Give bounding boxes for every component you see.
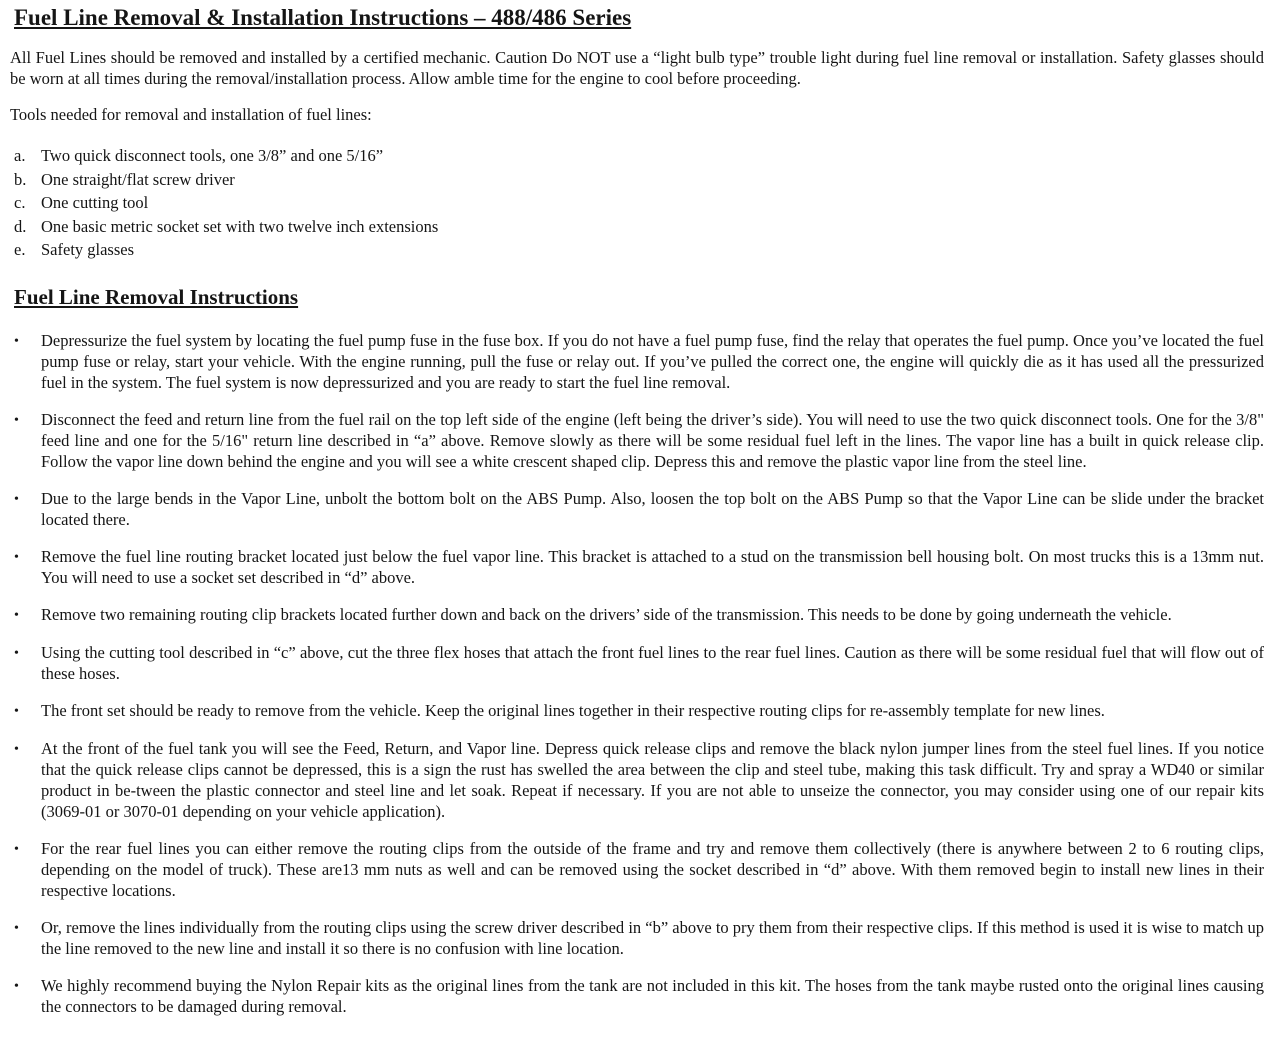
- step-text: Remove the fuel line routing bracket located just below the fuel vapor line. This bracket is attached to a stud on the transmission bell housing bolt. On most trucks this is a 13mm nut. You will need to use a socket set described in “d” above.: [41, 547, 1264, 587]
- step-text: Disconnect the feed and return line from the fuel rail on the top left side of the engine (left being the driver’s side). You will need to use the two quick disconnect tools. One for the 3/8" feed line and one for the 5/16" return line described in “a” above. Remove slowly as there will be some residual fuel left in the lines. The vapor line has a built in quick release clip. Follow the vapor line down behind the engine and you will see a white crescent shaped clip. Depress this and remove the plastic vapor line from the steel line.: [41, 410, 1264, 471]
- step-item: [14, 330, 1264, 393]
- tools-list: [10, 145, 1264, 260]
- step-item: [14, 642, 1264, 684]
- tool-item-label: Two quick disconnect tools, one 3/8” and one 5/16”: [41, 146, 384, 165]
- tool-item: [14, 239, 1264, 260]
- step-item: [14, 409, 1264, 472]
- bullet-icon: •: [14, 704, 19, 719]
- intro-paragraph: All Fuel Lines should be removed and installed by a certified mechanic. Caution Do NOT use a “light bulb type” trouble light during fuel line removal or installation. Safety glasses should be worn at all times during the removal/installation process. Allow amble time for the engine to cool before proceeding.: [10, 48, 1264, 88]
- section-title: Fuel Line Removal Instructions: [14, 285, 299, 309]
- list-marker-c: c.: [14, 193, 26, 212]
- bullet-icon: •: [14, 413, 19, 428]
- step-item: [14, 917, 1264, 959]
- bullet-icon: •: [14, 334, 19, 349]
- step-text: Or, remove the lines individually from the routing clips using the screw driver described in “b” above to pry them from their respective clips. If this method is used it is wise to match up the line removed to the new line and install it so there is no confusion with line location.: [41, 918, 1264, 958]
- bullet-icon: •: [14, 979, 19, 994]
- list-marker-e: e.: [14, 240, 26, 259]
- bullet-icon: •: [14, 608, 19, 623]
- list-marker-b: b.: [14, 169, 27, 189]
- bullet-icon: •: [14, 646, 19, 661]
- tool-item: [14, 169, 1264, 190]
- tool-item-label: One cutting tool: [41, 193, 149, 212]
- tool-item-label: One basic metric socket set with two twelve inch extensions: [41, 216, 439, 236]
- step-text: Using the cutting tool described in “c” above, cut the three flex hoses that attach the front fuel lines to the rear fuel lines. Caution as there will be some residual fuel that will flow out of these hoses.: [41, 643, 1264, 683]
- bullet-icon: •: [14, 492, 19, 507]
- step-text: We highly recommend buying the Nylon Repair kits as the original lines from the tank are not included in this kit. The hoses from the tank maybe rusted onto the original lines causing the connectors to be damaged during removal.: [41, 976, 1264, 1016]
- tools-list-heading: Tools needed for removal and installation of fuel lines:: [10, 105, 372, 124]
- step-text: Due to the large bends in the Vapor Line, unbolt the bottom bolt on the ABS Pump. Also, loosen the top bolt on the ABS Pump so that the Vapor Line can be slide under the bracket located there.: [41, 489, 1264, 529]
- tool-item-label: Safety glasses: [41, 240, 135, 259]
- step-item: [14, 488, 1264, 530]
- step-item: [14, 604, 1264, 626]
- step-text: Depressurize the fuel system by locating the fuel pump fuse in the fuse box. If you do not have a fuel pump fuse, find the relay that operates the fuel pump. Once you’ve located the fuel pump fuse or relay, start your vehicle. With the engine running, pull the fuse or relay out. If you’ve pulled the correct one, the engine will quickly die as it has used all the pressurized fuel in the system. The fuel system is now depressurized and you are ready to start the fuel line removal.: [41, 331, 1264, 392]
- steps-list: [10, 330, 1264, 1017]
- step-text: Remove two remaining routing clip brackets located further down and back on the drivers’ side of the transmission. This needs to be done by going underneath the vehicle.: [41, 605, 1172, 624]
- step-item: [14, 738, 1264, 822]
- list-marker-a: a.: [14, 146, 26, 165]
- tool-item-label: One straight/flat screw driver: [41, 169, 235, 189]
- step-text: At the front of the fuel tank you will see the Feed, Return, and Vapor line. Depress quick release clips and remove the black nylon jumper lines from the steel fuel lines. If you notice that the quick release clips cannot be depressed, this is a sign the rust has swelled the area between the clip and steel tube, making this task difficult. Try and spray a WD40 or similar product in be-tween the plastic connector and steel line and let soak. Repeat if necessary. If you are not able to unseize the connector, you may consider using one of our repair kits (3069-01 or 3070-01 depending on your vehicle application).: [41, 739, 1264, 821]
- tool-item: [14, 216, 1264, 237]
- step-item: [14, 700, 1264, 722]
- bullet-icon: •: [14, 842, 19, 857]
- bullet-icon: •: [14, 550, 19, 565]
- bullet-icon: •: [14, 921, 19, 936]
- step-item: [14, 546, 1264, 588]
- step-item: [14, 975, 1264, 1017]
- bullet-icon: •: [14, 742, 19, 757]
- step-item: [14, 838, 1264, 901]
- step-text: For the rear fuel lines you can either remove the routing clips from the outside of the frame and try and remove them collectively (there is anywhere between 2 to 6 routing clips, depending on the model of truck). These are13 mm nuts as well and can be removed using the socket described in “d” above. With them removed begin to install new lines in their respective locations.: [41, 839, 1264, 900]
- tool-item: [14, 192, 1264, 213]
- tool-item: [14, 145, 1264, 166]
- list-marker-d: d.: [14, 216, 27, 236]
- step-text: The front set should be ready to remove from the vehicle. Keep the original lines together in their respective routing clips for re-assembly template for new lines.: [41, 701, 1105, 720]
- page-title: Fuel Line Removal & Installation Instructions – 488/486 Series: [14, 5, 632, 30]
